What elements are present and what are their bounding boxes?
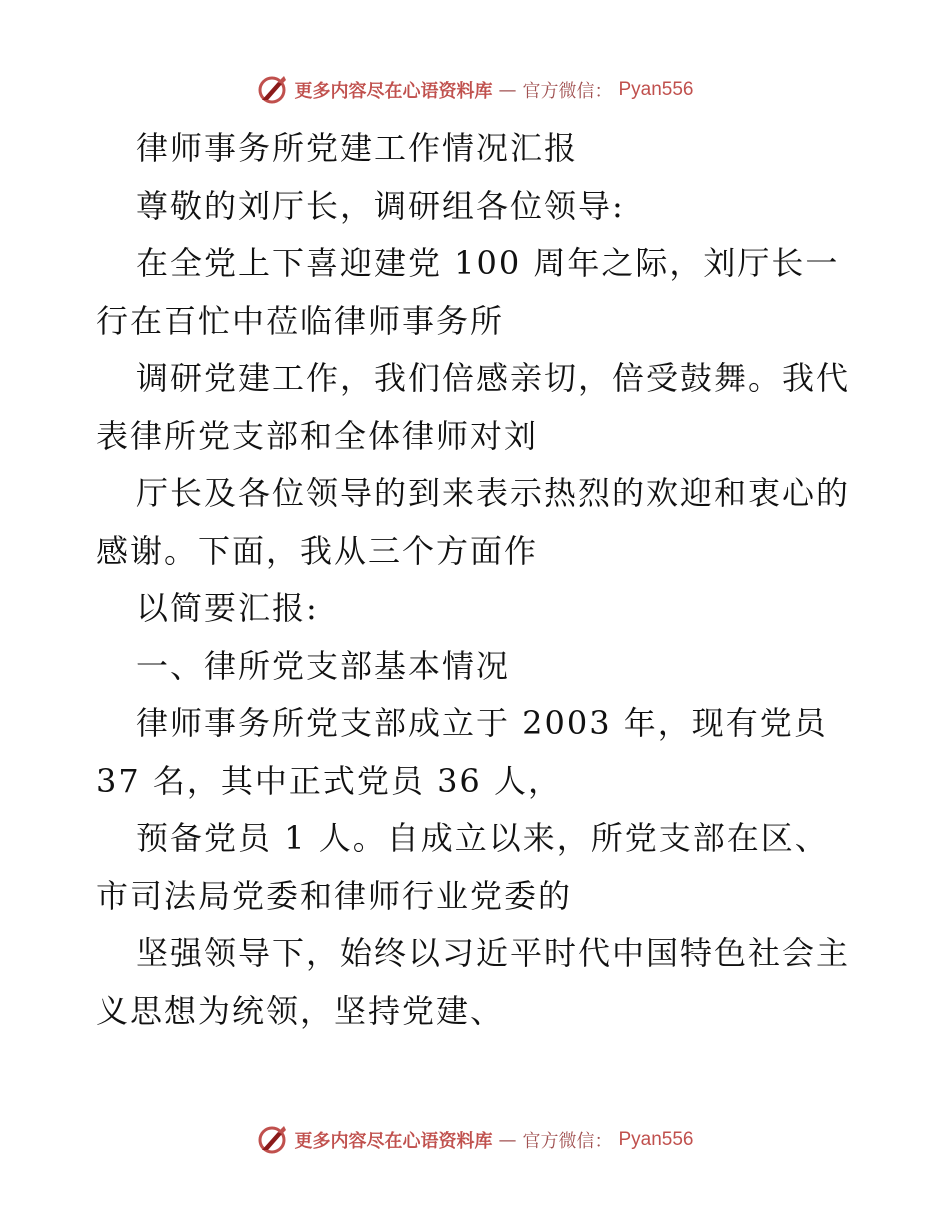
salutation: 尊敬的刘厅长，调研组各位领导: <box>136 186 625 225</box>
watermark-header <box>0 70 950 110</box>
quill-pen-icon <box>256 1124 288 1156</box>
paragraph-line: 调研党建工作，我们倍感亲切，倍受鼓舞。我代 <box>136 359 851 397</box>
watermark-dash: — <box>498 79 517 101</box>
paragraph-line: 行在百忙中莅临律师事务所 <box>96 301 505 340</box>
quill-pen-icon <box>256 74 288 106</box>
paragraph-line: 厅长及各位领导的到来表示热烈的欢迎和衷心的 <box>136 474 851 512</box>
watermark-wechat-id: Pyan556 <box>618 79 694 100</box>
paragraph-line: 表律所党支部和全体律师对刘 <box>96 416 539 455</box>
watermark-wechat-id: Pyan556 <box>618 1129 694 1150</box>
document-body <box>96 120 856 1040</box>
document-title: 律师事务所党建工作情况汇报 <box>136 129 579 167</box>
watermark-wechat-label: 官方微信： <box>522 1131 613 1152</box>
watermark-main-text: 更多内容尽在心语资料库 <box>294 1131 493 1152</box>
watermark-main-text: 更多内容尽在心语资料库 <box>294 81 493 102</box>
paragraph-line: 律师事务所党支部成立于 2003 年，现有党员 <box>136 704 828 742</box>
watermark-footer <box>0 1120 950 1160</box>
section-heading: 一、律所党支部基本情况 <box>136 646 511 685</box>
paragraph-line: 37 名，其中正式党员 36 人， <box>96 761 562 800</box>
paragraph-line: 在全党上下喜迎建党 100 周年之际，刘厅长一 <box>136 244 840 282</box>
paragraph-line: 预备党员 1 人。自成立以来，所党支部在区、 <box>136 819 829 857</box>
watermark-dash: — <box>498 1129 517 1151</box>
paragraph-line: 市司法局党委和律师行业党委的 <box>96 876 573 915</box>
paragraph-line: 以简要汇报: <box>136 589 319 627</box>
paragraph-line: 义思想为统领，坚持党建、 <box>96 991 505 1030</box>
watermark-wechat-label: 官方微信： <box>522 81 613 102</box>
paragraph-line: 坚强领导下，始终以习近平时代中国特色社会主 <box>136 934 851 972</box>
paragraph-line: 感谢。下面，我从三个方面作 <box>96 531 539 570</box>
